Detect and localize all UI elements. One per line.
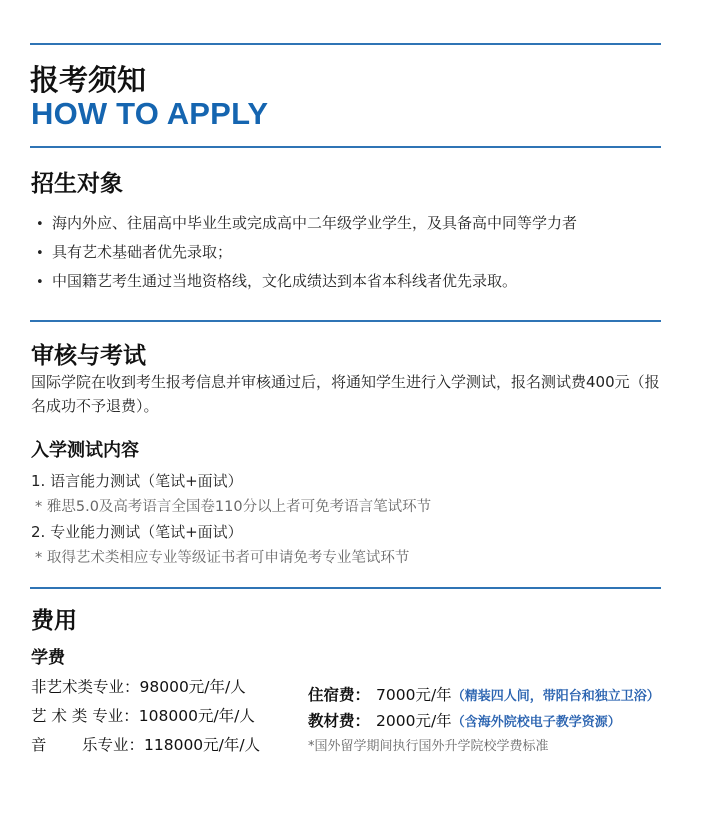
list-item: • 中国籍艺考生通过当地资格线，文化成绩达到本省本科线者优先录取。 <box>36 267 577 296</box>
list-item: • 海内外应、往届高中毕业生或完成高中二年级学业学生，及具备高中同等学力者 <box>36 209 577 238</box>
test-major-note: * 取得艺术类相应专业等级证书者可申请免考专业笔试环节 <box>35 550 410 566</box>
tuition-music: 乐专业：118000元/年/人 <box>82 736 261 754</box>
page-title-english: HOW TO APPLY <box>31 96 269 131</box>
fees-heading: 费用 <box>31 608 77 634</box>
page-title: 报考须知 <box>30 63 147 97</box>
section-divider-fees <box>30 587 661 589</box>
housing-fee <box>308 683 660 705</box>
fees-footnote: *国外留学期间执行国外升学院校学费标准 <box>308 739 549 754</box>
tuition-heading: 学费 <box>31 648 65 668</box>
tuition-music-label: 音 <box>31 736 47 754</box>
tuition-art: 艺 术 类 专业：108000元/年/人 <box>31 707 255 725</box>
bullet-icon: • <box>36 275 44 290</box>
list-item: • 具有艺术基础者优先录取； <box>36 238 577 267</box>
admission-heading: 招生对象 <box>31 171 123 197</box>
review-paragraph: 国际学院在收到考生报考信息并审核通过后，将通知学生进行入学测试，报名测试费400元（报名成功不予退费）。 <box>31 373 660 415</box>
test-major: 2. 专业能力测试（笔试+面试） <box>31 523 243 541</box>
review-heading: 审核与考试 <box>31 343 146 369</box>
admission-list <box>36 209 577 296</box>
tests-heading: 入学测试内容 <box>31 440 139 461</box>
bullet-icon: • <box>36 217 44 232</box>
housing-label: 住宿费： <box>308 686 371 704</box>
section-divider-review <box>30 320 661 322</box>
bullet-icon: • <box>36 246 44 261</box>
test-language: 1. 语言能力测试（笔试+面试） <box>31 472 243 490</box>
books-note: （含海外院校电子教学资源） <box>451 715 621 730</box>
books-fee <box>308 709 621 731</box>
tuition-non-art: 非艺术类专业：98000元/年/人 <box>31 678 246 696</box>
test-language-note: * 雅思5.0及高考语言全国卷110分以上者可免考语言笔试环节 <box>35 499 432 515</box>
housing-note: （精装四人间，带阳台和独立卫浴） <box>451 689 660 704</box>
section-divider-admission <box>30 146 661 148</box>
books-label: 教材费： <box>308 712 371 730</box>
housing-value: 7000元/年 <box>376 686 452 704</box>
top-divider <box>30 43 661 45</box>
books-value: 2000元/年 <box>376 712 452 730</box>
